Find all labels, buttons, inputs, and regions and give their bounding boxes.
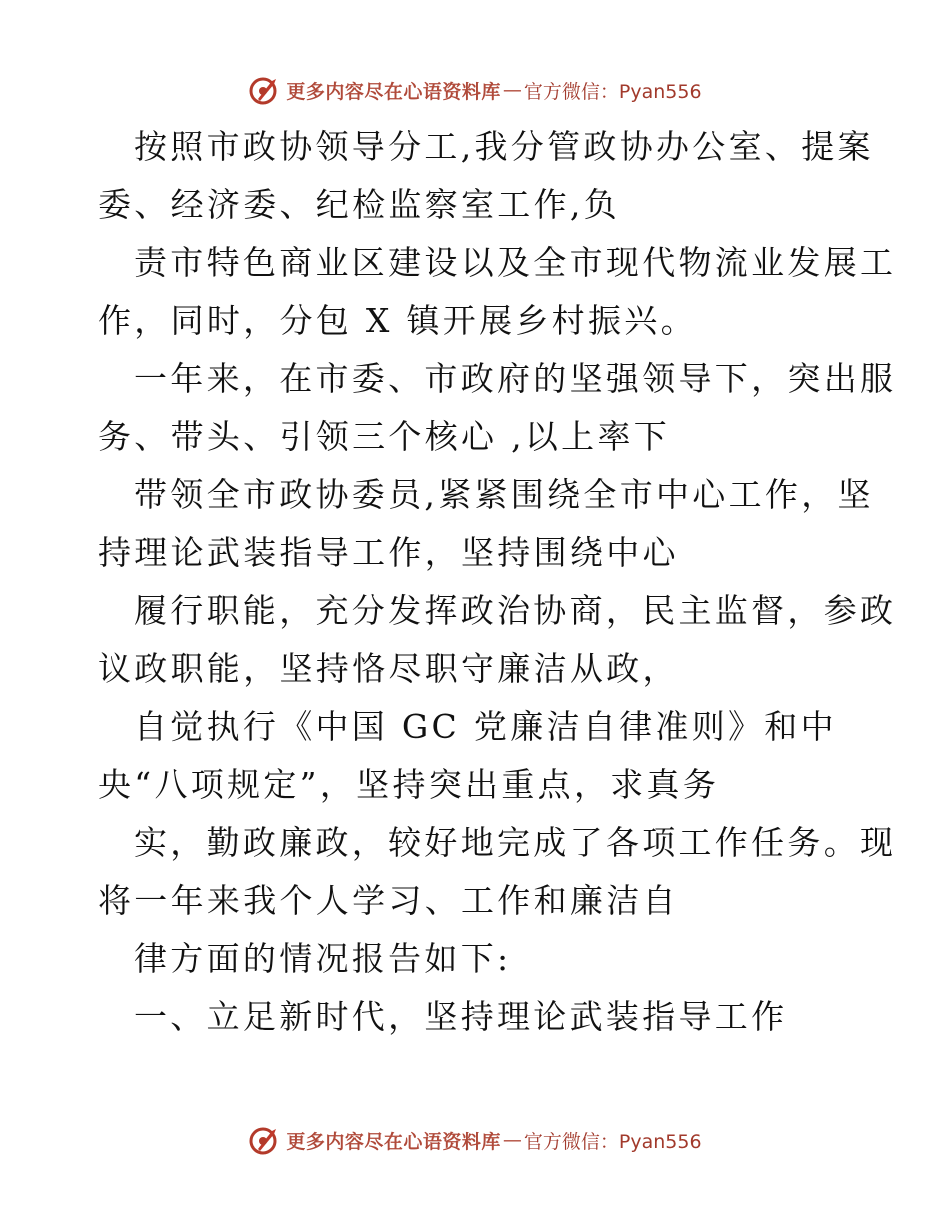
watermark-wechat-text: 官方微信：Pyan556 bbox=[523, 80, 702, 103]
text-line: 自觉执行《中国 GC 党廉洁自律准则》和中 bbox=[134, 707, 837, 746]
text-line: 委、经济委、纪检监察室工作,负 bbox=[98, 185, 620, 224]
text-line: 央“八项规定”，坚持突出重点，求真务 bbox=[98, 765, 720, 804]
quill-logo-icon bbox=[248, 1123, 282, 1157]
document-body bbox=[98, 118, 898, 1046]
footer-watermark bbox=[0, 1120, 950, 1160]
section-heading: 一、立足新时代，坚持理论武装指导工作 bbox=[134, 997, 788, 1036]
text-line: 带领全市政协委员,紧紧围绕全市中心工作，坚 bbox=[134, 475, 874, 514]
text-line: 履行职能，充分发挥政治协商，民主监督，参政 bbox=[134, 591, 897, 630]
watermark-main-text: 更多内容尽在心语资料库 bbox=[286, 1130, 501, 1153]
text-line: 作，同时，分包 X 镇开展乡村振兴。 bbox=[98, 301, 697, 340]
watermark-dash: — bbox=[502, 79, 522, 101]
text-line: 一年来，在市委、市政府的坚强领导下，突出服 bbox=[134, 359, 897, 398]
header-watermark bbox=[0, 70, 950, 110]
text-line: 责市特色商业区建设以及全市现代物流业发展工 bbox=[134, 243, 897, 282]
text-line: 持理论武装指导工作，坚持围绕中心 bbox=[98, 533, 679, 572]
watermark-dash: — bbox=[502, 1129, 522, 1151]
text-line: 将一年来我个人学习、工作和廉洁自 bbox=[98, 881, 679, 920]
text-line: 务、带头、引领三个核心 ,以上率下 bbox=[98, 417, 671, 456]
text-line: 议政职能，坚持恪尽职守廉洁从政， bbox=[98, 649, 679, 688]
watermark-main-text: 更多内容尽在心语资料库 bbox=[286, 80, 501, 103]
quill-logo-icon bbox=[248, 73, 282, 107]
text-line: 律方面的情况报告如下: bbox=[134, 939, 512, 978]
watermark-wechat-text: 官方微信：Pyan556 bbox=[523, 1130, 702, 1153]
text-line: 实，勤政廉政，较好地完成了各项工作任务。现 bbox=[134, 823, 897, 862]
text-line: 按照市政协领导分工,我分管政协办公室、提案 bbox=[134, 127, 874, 166]
